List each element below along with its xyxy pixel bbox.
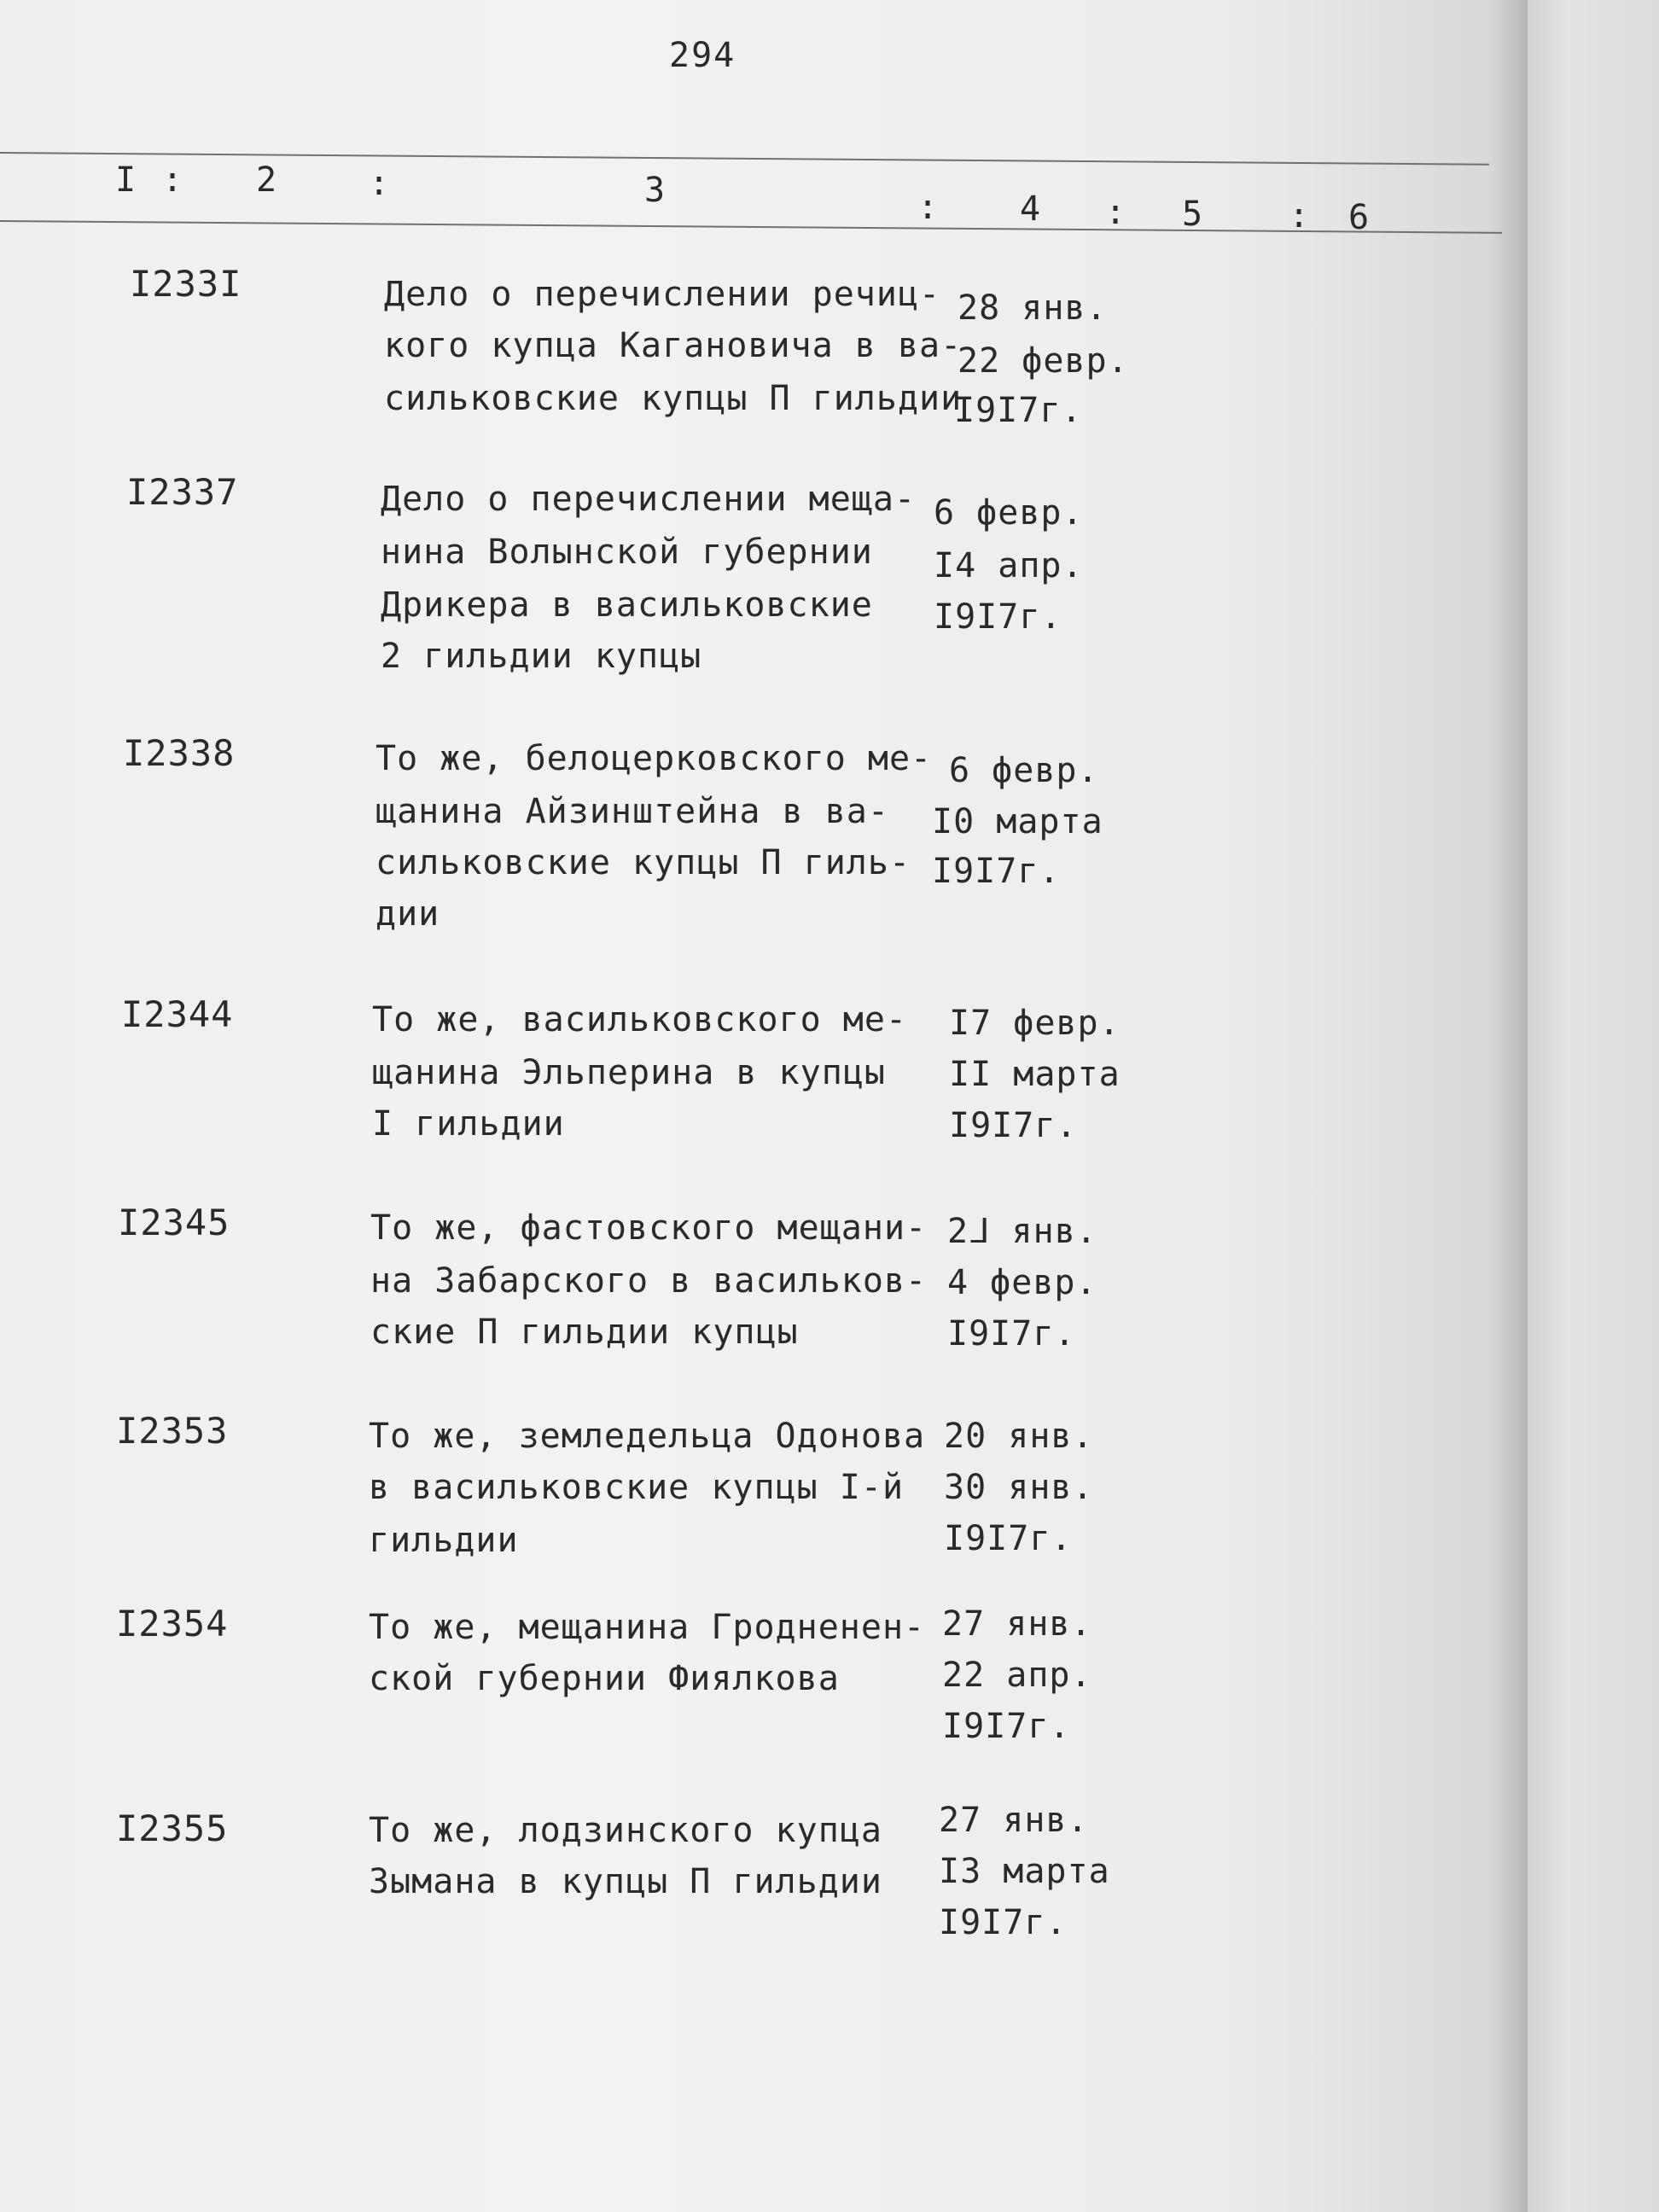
entry-text-line: То же, васильковского ме- — [372, 1000, 908, 1039]
entry-date-start: 20 янв. — [944, 1417, 1094, 1456]
column-header-3: 3 — [644, 171, 666, 210]
column-header-4: 4 — [1020, 189, 1041, 229]
entry-text-line: Дело о перечислении речиц- — [384, 275, 941, 314]
entry-text-line: щанина Айзинштейна в ва- — [375, 792, 889, 831]
column-separator-5: : — [1289, 196, 1310, 236]
entry-text-line: 2 гильдии купцы — [381, 637, 702, 676]
column-separator-3: : — [917, 188, 939, 227]
entry-text-line: кого купца Кагановича в ва- — [384, 326, 963, 365]
entry-date-start: 6 февр. — [934, 493, 1084, 533]
entry-date-end: 4 февр. — [947, 1263, 1097, 1302]
entry-date-year: I9I7г. — [949, 1106, 1078, 1145]
entry-text-line: Зымана в купцы П гильдии — [369, 1862, 882, 1901]
header-rule-bottom — [0, 220, 1502, 234]
entry-text-line: То же, мещанина Гродненен- — [369, 1608, 926, 1647]
entry-text-line: Дело о перечислении меща- — [381, 480, 917, 519]
entry-date-end: 22 апр. — [942, 1656, 1092, 1695]
entry-date-end: 30 янв. — [944, 1468, 1094, 1507]
entry-date-start: I7 февр. — [949, 1004, 1121, 1043]
column-header-1: I — [115, 160, 137, 200]
entry-text-line: гильдии — [369, 1521, 519, 1560]
header-rule-top — [0, 152, 1489, 166]
adjacent-page-edge — [1528, 0, 1659, 2212]
column-separator-2: : — [369, 164, 390, 203]
entry-text-line: То же, земледельца Одонова — [369, 1417, 926, 1456]
column-separator-4: : — [1105, 193, 1126, 232]
page-number: 294 — [669, 36, 736, 75]
entry-text-line: ские П гильдии купцы — [370, 1313, 799, 1352]
entry-text-line: То же, лодзинского купца — [369, 1811, 882, 1850]
entry-id: I2354 — [116, 1603, 229, 1644]
entry-date-year: I9I7г. — [944, 1519, 1073, 1558]
entry-text-line: нина Волынской губернии — [381, 533, 873, 572]
entry-date-start: 2ᒧ янв. — [947, 1212, 1097, 1251]
entry-text-line: щанина Эльперина в купцы — [372, 1053, 886, 1092]
entry-text-line: Дрикера в васильковские — [381, 585, 873, 625]
column-header-6: 6 — [1348, 198, 1370, 237]
column-separator-1: : — [162, 160, 183, 200]
entry-date-year: I9I7г. — [954, 391, 1083, 430]
entry-id: I2344 — [121, 993, 234, 1035]
entry-id: I2353 — [116, 1410, 229, 1452]
entry-date-year: I9I7г. — [942, 1707, 1071, 1746]
entry-text-line: дии — [375, 894, 440, 934]
entry-date-end: I0 марта — [932, 802, 1103, 841]
entry-id: I2355 — [116, 1807, 229, 1849]
entry-date-end: 22 февр. — [958, 341, 1129, 381]
entry-date-year: I9I7г. — [947, 1314, 1076, 1353]
entry-text-line: I гильдии — [372, 1104, 565, 1144]
entry-date-end: II марта — [949, 1055, 1121, 1094]
entry-date-year: I9I7г. — [934, 597, 1062, 637]
entry-date-end: I4 апр. — [934, 546, 1084, 585]
entry-date-year: I9I7г. — [939, 1903, 1068, 1942]
column-header-5: 5 — [1182, 195, 1203, 234]
entry-text-line: То же, фастовского мещани- — [370, 1208, 928, 1248]
entry-id: I2338 — [123, 732, 236, 774]
entry-date-end: I3 марта — [939, 1852, 1110, 1891]
entry-text-line: в васильковские купцы I-й — [369, 1468, 905, 1507]
page-edge-shadow — [1489, 0, 1532, 2212]
entry-date-start: 27 янв. — [939, 1801, 1089, 1840]
entry-date-start: 27 янв. — [942, 1604, 1092, 1644]
entry-id: I233I — [130, 263, 242, 305]
entry-text-line: сильковские купцы П гильдии — [384, 379, 963, 418]
entry-text-line: То же, белоцерковского ме- — [375, 739, 933, 778]
entry-text-line: сильковские купцы П гиль- — [375, 843, 911, 882]
entry-text-line: на Забарского в васильков- — [370, 1261, 928, 1301]
entry-date-year: I9I7г. — [932, 852, 1061, 891]
entry-text-line: ской губернии Фиялкова — [369, 1659, 840, 1698]
column-header-2: 2 — [256, 160, 277, 200]
entry-date-start: 28 янв. — [958, 288, 1108, 328]
entry-id: I2345 — [118, 1202, 230, 1243]
entry-date-start: 6 февр. — [949, 751, 1099, 790]
entry-id: I2337 — [126, 471, 239, 513]
